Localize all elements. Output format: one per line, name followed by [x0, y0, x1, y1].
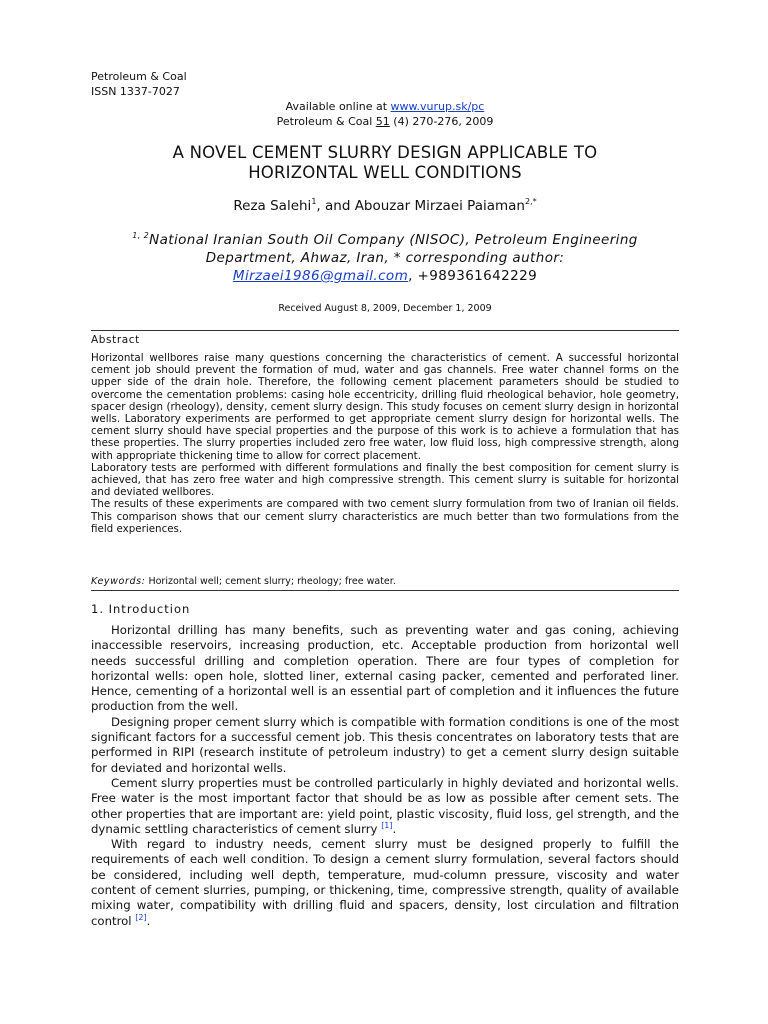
journal-url-link[interactable]: www.vurup.sk/pc [390, 100, 485, 113]
journal-header [91, 69, 187, 99]
intro-paragraph-text: Cement slurry properties must be controlled particularly in highly deviated and horizontal wells. Free water is the most important factor that should be as low as possible after cement sets. The other properties that are important are: yield point, plastic viscosity, fluid loss, gel strength, and the dynamic settling characteristics of cement slurry [91, 775, 679, 836]
affiliation-line-1: National Iranian South Oil Company (NISOC), Petroleum Engineering [149, 232, 638, 248]
citation-link-2[interactable]: [2] [135, 912, 147, 922]
keywords-line [91, 576, 396, 587]
intro-paragraph: Designing proper cement slurry which is compatible with formation conditions is one of the most significant factors for a successful cement job. This thesis concentrates on laboratory tests that are performed in RIPI (research institute of petroleum industry) to get a cement slurry design suitable for deviated and horizontal wells. [91, 714, 679, 775]
issn: ISSN 1337-7027 [91, 85, 180, 98]
affiliation-marker: 1, 2 [132, 231, 150, 240]
abstract-paragraph: The results of these experiments are compared with two cement slurry formulation from two of Iranian oil fields. This comparison shows that our cement slurry characteristics are much better than two formulations from the field experiences. [91, 498, 679, 535]
affiliation-line-2: Department, Ahwaz, Iran, * corresponding author: [205, 250, 565, 266]
author-joiner: , and [316, 198, 355, 214]
intro-paragraph [91, 776, 679, 837]
abstract-top-rule [91, 330, 679, 331]
intro-paragraph [91, 837, 679, 929]
sentence-end: . [146, 913, 151, 928]
received-dates: Received August 8, 2009, December 1, 2009 [278, 303, 492, 314]
available-label: Available online at [285, 100, 391, 113]
keywords-text: Horizontal well; cement slurry; rheology; free water. [145, 576, 396, 587]
abstract-paragraph: Horizontal wellbores raise many questions concerning the characteristics of cement. A successful horizontal cement job should prevent the formation of mud, water and gas channels. Free water channel forms on the upper side of the drain hole. Therefore, the following cement placement parameters should be studied to overcome the cementation problems: casing hole eccentricity, drilling fluid rheological behavior, hole geometry, spacer design (rheology), density, cement slurry design. This study focuses on cement slurry design in horizontal wells. Laboratory experiments are performed to get appropriate cement slurry design for horizontal wells. The cement slurry should have special properties and the purpose of this work is to achieve a formulation that has these properties. The slurry properties included zero free water, low fluid loss, high compressive strength, along with appropriate thickening time to allow for correct placement. [91, 352, 679, 462]
citation-journal: Petroleum & Coal [276, 115, 376, 128]
abstract-body [91, 352, 679, 535]
author-1: Reza Salehi [233, 198, 312, 214]
author-email-link[interactable]: Mirzaei1986@gmail.com [232, 268, 409, 284]
intro-paragraph: Horizontal drilling has many benefits, such as preventing water and gas coning, achieving inaccessible reservoirs, increasing production, etc. Acceptable production from horizontal well needs successful drilling and completion operation. There are four types of completion for horizontal wells: open hole, slotted liner, external casing packer, cemented and perforated liner. Hence, cementing of a horizontal well is an essential part of completion and it influences the future production from the well. [91, 623, 679, 714]
abstract-bottom-rule [91, 590, 679, 591]
author-2-affil-marker: 2,* [524, 197, 537, 206]
sentence-end: . [392, 821, 397, 836]
introduction-body [91, 623, 679, 929]
keywords-label: Keywords: [91, 576, 146, 587]
availability-block [91, 99, 679, 129]
abstract-paragraph: Laboratory tests are performed with different formulations and finally the best composition for cement slurry is achieved, that has zero free water and high compressive strength. This cement slurry is suitable for horizontal and deviated wellbores. [91, 461, 679, 499]
citation-link-1[interactable]: [1] [381, 820, 393, 830]
paper-title [91, 143, 679, 183]
intro-paragraph-text: With regard to industry needs, cement slurry must be designed properly to fulfill the requirements of each well condition. To design a cement slurry formulation, several factors should be considered, including well depth, temperature, mud-column pressure, viscosity and water content of cement slurries, pumping, or thickening, time, compressive strength, quality of available mixing water, compatibility with drilling fluid and spacers, density, lost circulation and filtration control [91, 837, 679, 928]
citation-volume: 51 [375, 115, 390, 128]
author-1-affil-marker: 1 [311, 197, 317, 206]
author-2: Abouzar Mirzaei Paiaman [354, 198, 525, 214]
author-line [91, 198, 679, 215]
affiliation-block [91, 231, 679, 285]
author-phone: , +989361642229 [408, 268, 538, 284]
title-line-1: A NOVEL CEMENT SLURRY DESIGN APPLICABLE TO [172, 143, 598, 162]
journal-name: Petroleum & Coal [91, 70, 187, 83]
citation-rest: (4) 270-276, 2009 [389, 115, 494, 128]
title-line-2: HORIZONTAL WELL CONDITIONS [248, 163, 522, 182]
section-heading-introduction: 1. Introduction [91, 602, 191, 616]
abstract-heading: Abstract [91, 334, 140, 346]
